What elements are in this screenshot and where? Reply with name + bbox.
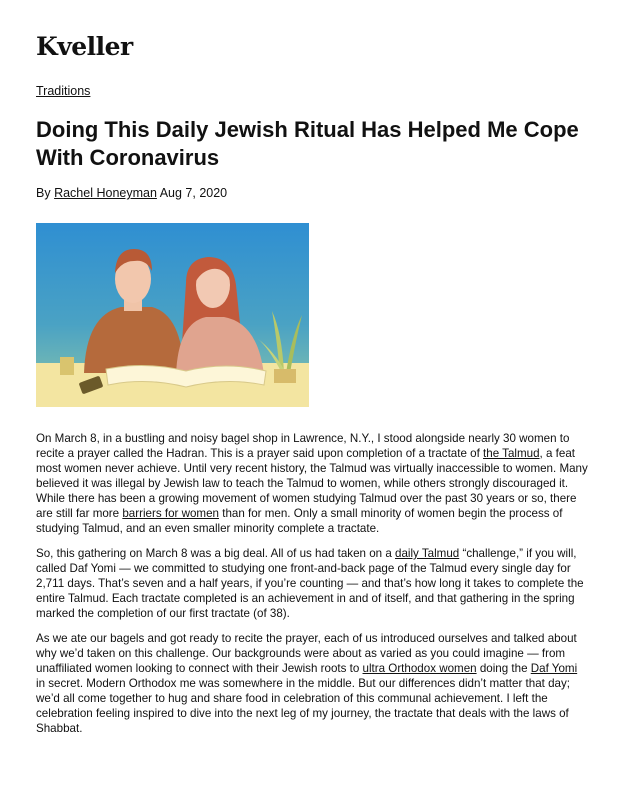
publish-date: Aug 7, 2020 bbox=[159, 186, 228, 200]
category-link[interactable]: Traditions bbox=[36, 84, 91, 98]
byline bbox=[36, 186, 227, 200]
byline-prefix: By bbox=[36, 186, 51, 200]
body-paragraph bbox=[36, 546, 588, 621]
body-paragraph bbox=[36, 631, 588, 736]
paragraph-text: On March 8, in a bustling and noisy bagel shop in Lawrence, N.Y., I stood alongside nearly 30 women to recite a prayer called the Hadran. This is a prayer said upon completion of a tractate of bbox=[36, 432, 570, 460]
inline-link[interactable]: the Talmud bbox=[483, 447, 540, 460]
paragraph-text: than for men. Only a small minority of women begin the process of studying Talmud, and an even smaller minority complete a tractate. bbox=[36, 507, 563, 535]
inline-link[interactable]: Daf Yomi bbox=[530, 662, 578, 675]
paragraph-text: As we ate our bagels and got ready to recite the prayer, each of us introduced ourselves and talked about why we’d taken on this challenge. Our backgrounds were about as varied as you could imagine — from unaffiliated women looking to connect with their Jewish roots to bbox=[36, 632, 577, 675]
site-logo[interactable]: Kveller bbox=[36, 32, 133, 61]
paragraph-text: doing the bbox=[476, 662, 531, 675]
paragraph-text: So, this gathering on March 8 was a big deal. All of us had taken on a bbox=[36, 547, 395, 560]
article-body bbox=[36, 431, 588, 746]
paragraph-text: , a feat most women never achieve. Until very recent history, the Talmud was virtually inaccessible to women. Many believed it was illegal by Jewish law to teach the Talmud to women, while others strongly discouraged it. While there has been a growing movement of women studying Talmud over the past 30 years or so, there are still far more bbox=[36, 447, 588, 520]
inline-link[interactable]: ultra Orthodox women bbox=[362, 662, 477, 675]
author-link[interactable]: Rachel Honeyman bbox=[54, 186, 157, 200]
paragraph-text: “challenge,” if you will, called Daf Yomi — we committed to studying one front-and-back page of the Talmud every single day for 2,711 days. That’s seven and a half years, if you’re counting — and that’s how long it takes to complete the entire Talmud. Each tractate completed is an achievement in and of itself, and that gathering in the spring marked the completion of our first tractate (of 38). bbox=[36, 547, 584, 620]
inline-link[interactable]: daily Talmud bbox=[395, 547, 460, 560]
paragraph-text: in secret. Modern Orthodox me was somewhere in the middle. But our differences didn’t matter that day; we’d all come together to hug and share food in celebration of this communal achievement. I left the celebration feeling inspired to dive into the next leg of my journey, the tractate that deals with the laws of Shabbat. bbox=[36, 677, 571, 735]
inline-link[interactable]: barriers for women bbox=[122, 507, 219, 520]
article-title: Doing This Daily Jewish Ritual Has Helped Me Cope With Coronavirus bbox=[36, 117, 579, 170]
body-paragraph bbox=[36, 431, 588, 536]
hero-image bbox=[36, 223, 309, 407]
